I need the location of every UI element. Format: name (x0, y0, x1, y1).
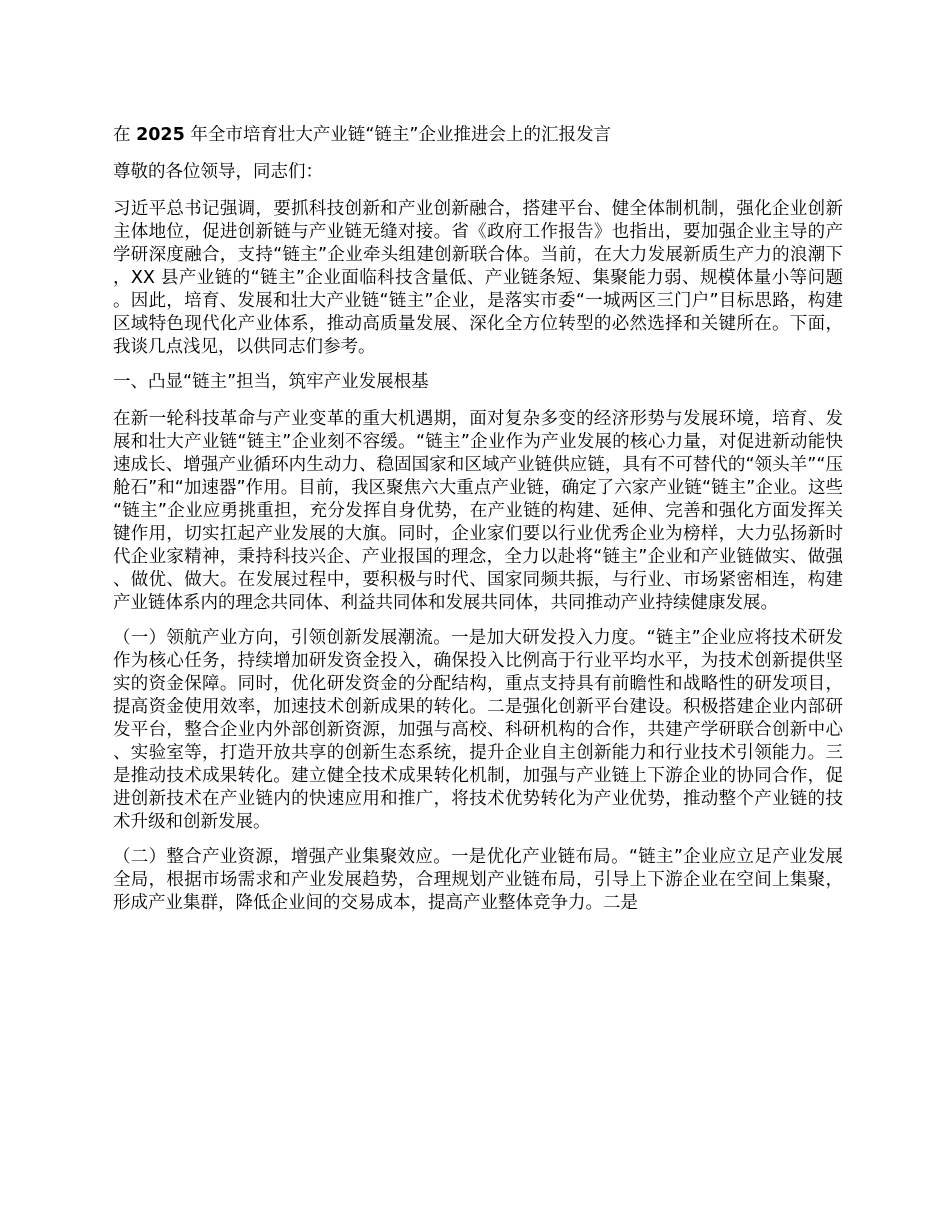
document-page (113, 124, 843, 927)
title-suffix: 年全市培育壮大产业链“链主”企业推进会上的汇报发言 (184, 125, 611, 145)
paragraph-subsection-two: （二）整合产业资源，增强产业集聚效应。一是优化产业链布局。“链主”企业应立足产业发展全局，根据市场需求和产业发展趋势，合理规划产业链布局，引导上下游企业在空间上集聚，形成产业集群，降低企业间的交易成本，提高产业整体竞争力。二是 (113, 847, 843, 913)
paragraph-section-one: 在新一轮科技革命与产业变革的重大机遇期，面对复杂多变的经济形势与发展环境，培育、发展和壮大产业链“链主”企业刻不容缓。“链主”企业作为产业发展的核心力量，对促进新动能快速成长、增强产业循环内生动力、稳固国家和区域产业链供应链，具有不可替代的“领头羊”“压舱石”和“加速器”作用。目前，我区聚焦六大重点产业链，确定了六家产业链“链主”企业。这些“链主”企业应勇挑重担，充分发挥自身优势，在产业链的构建、延伸、完善和强化方面发挥关键作用，切实扛起产业发展的大旗。同时，企业家们要以行业优秀企业为榜样，大力弘扬新时代企业家精神，秉持科技兴企、产业报国的理念，全力以赴将“链主”企业和产业链做实、做强、做优、做大。在发展过程中，要积极与时代、国家同频共振，与行业、市场紧密相连，构建产业链体系内的理念共同体、利益共同体和发展共同体，共同推动产业持续健康发展。 (113, 409, 843, 613)
salutation: 尊敬的各位领导，同志们： (113, 162, 323, 182)
title-year: 2025 (136, 125, 185, 145)
paragraph-subsection-one: （一）领航产业方向，引领创新发展潮流。一是加大研发投入力度。“链主”企业应将技术研发作为核心任务，持续增加研发资金投入，确保投入比例高于行业平均水平，为技术创新提供坚实的资金保障。同时，优化研发资金的分配结构，重点支持具有前瞻性和战略性的研发项目，提高资金使用效率，加速技术创新成果的转化。二是强化创新平台建设。积极搭建企业内部研发平台，整合企业内外部创新资源，加强与高校、科研机构的合作，共建产学研联合创新中心、实验室等，打造开放共享的创新生态系统，提升企业自主创新能力和行业技术引领能力。三是推动技术成果转化。建立健全技术成果转化机制，加强与产业链上下游企业的协同合作，促进创新技术在产业链内的快速应用和推广，将技术优势转化为产业优势，推动整个产业链的技术升级和创新发展。 (113, 628, 843, 832)
paragraph-intro: 习近平总书记强调，要抓科技创新和产业创新融合，搭建平台、健全体制机制，强化企业创新主体地位，促进创新链与产业链无缝对接。省《政府工作报告》也指出，要加强企业主导的产学研深度融合，支持“链主”企业牵头组建创新联合体。当前，在大力发展新质生产力的浪潮下，XX 县产业链的“链主”企业面临科技含量低、产业链条短、集聚能力弱、规模体量小等问题。因此，培育、发展和壮大产业链“链主”企业，是落实市委“一城两区三门户”目标思路，构建区域特色现代化产业体系，推动高质量发展、深化全方位转型的必然选择和关键所在。下面，我谈几点浅见，以供同志们参考。 (113, 199, 843, 357)
title-prefix: 在 (113, 125, 137, 145)
document-title (113, 124, 843, 147)
section-heading: 一、凸显“链主”担当，筑牢产业发展根基 (113, 372, 429, 392)
